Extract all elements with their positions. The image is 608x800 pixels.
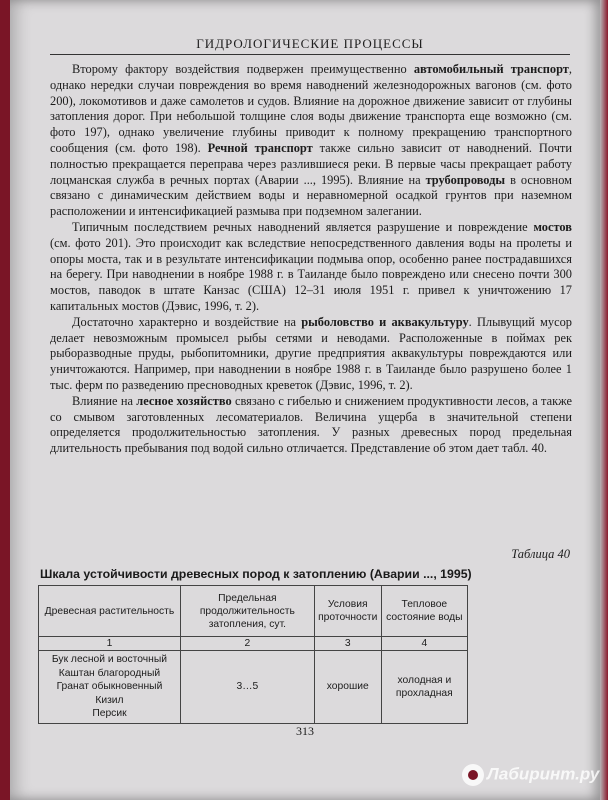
- term-pipelines: трубопроводы: [425, 172, 506, 187]
- book-page: [10, 0, 600, 800]
- term-automobile-transport: автомобильный транспорт: [413, 62, 569, 76]
- term-fishery: рыболовство и аквакультуру: [301, 314, 469, 329]
- header-thermal: Тепловое состояние воды: [381, 586, 467, 637]
- header-duration: Предельная продолжительность затопления, сут.: [180, 586, 314, 637]
- watermark: [462, 764, 599, 786]
- column-number: 3: [314, 637, 381, 651]
- table-number-row: [39, 637, 468, 651]
- table-header-row: [39, 586, 468, 637]
- species-name: Гранат обыкновенный: [56, 681, 163, 692]
- column-number: 4: [381, 637, 467, 651]
- text-span: Достаточно характерно и воздействие на: [72, 314, 302, 329]
- text-span: Типичным последствием речных наводнений является разрушение и повреждение: [72, 219, 534, 234]
- paragraph-forestry: [50, 394, 572, 457]
- text-span: связано с гибелью и снижением продуктивности лесов, а также со смывом заготовленных лесоматериалов. Величина ущерба в значительной степени определяется продолжительностью затопления. У разных древесных пород предельная длительность пребывания под водой сильно отличается. Представление об этом дает табл. 40.: [50, 393, 572, 456]
- text-span: (см. фото 201). Это происходит как вследствие непосредственного давления воды на пролеты и опоры моста, так и в результате интенсификации подмыва опор, особенно ранее пострадавшихся на берегу. При наводнении в ноябре 1988 г. в Таиланде было повреждено или снесено почти 300 мостов, паводок в штате Канзас (США) 12–31 июля 1951 г. привел к уничтожению 17 капитальных мостов (Дэвис, 1996, т. 2).: [50, 235, 572, 313]
- labirint-logo-icon: [462, 764, 484, 786]
- flood-tolerance-table: [38, 585, 468, 724]
- text-span: . Плывущий мусор делает невозможным промысел рыбы сетями и неводами. Расположенные в поймах рек рыборазводные пруды, рыбопитомники, другие предприятия аквакультуры повреждаются или уничтожаются. Например, при наводнении в ноябре 1988 г. в Таиланде было разрушено более 1 тыс. ферм по разведению пресноводных креветок (Дэвис, 1996, т. 2).: [50, 314, 572, 392]
- duration-cell: 3…5: [180, 651, 314, 724]
- term-forestry: лесное хозяйство: [136, 393, 232, 408]
- species-name: Кизил: [95, 694, 124, 706]
- term-bridges: мостов: [533, 219, 572, 234]
- species-cell: [39, 651, 181, 724]
- book-edge: [600, 0, 608, 800]
- paragraph-bridges: [50, 220, 572, 315]
- flow-cell: хорошие: [314, 651, 381, 724]
- page-number: 313: [296, 724, 314, 738]
- term-river-transport: Речной транспорт: [207, 140, 313, 155]
- thermal-cell: холодная и прохладная: [381, 651, 467, 724]
- table-label: Таблица 40: [511, 547, 570, 561]
- paragraph-fishery: [50, 315, 572, 394]
- column-number: 1: [39, 637, 181, 651]
- body-text: [50, 62, 572, 457]
- species-name: Бук лесной и восточный: [51, 654, 167, 665]
- header-vegetation: Древесная растительность: [39, 586, 181, 637]
- table-title: Шкала устойчивости древесных пород к затоплению (Аварии ..., 1995): [40, 567, 472, 581]
- text-span: также сильно зависит от наводнений. Почти полностью прекращается переправа через разлившиеся реки. В первые часы прекращает работу лоцманская служба в речных портах (Аварии ..., 1995). Влияние на: [50, 140, 572, 187]
- text-span: в основном связано с динамическим действием воды и неравномерной осадкой грунтов при наземном расположении и интенсификацией размыва при подземном залегании.: [50, 172, 572, 219]
- text-span: , однако нередки случаи повреждения во время наводнений железнодорожных вагонов (см. фото 200), локомотивов и даже самолетов и судов. Влияние на дорожное движение зависит от глубины затопления дорог. При небольшой толщине слоя воды движение транспорта еще возможно (см. фото 197), однако увеличение глубины приводит к полному прекращению транспортного сообщения (см. фото 198).: [50, 62, 572, 155]
- text-span: Второму фактору воздействия подвержен преимущественно: [72, 62, 414, 76]
- text-span: Влияние на: [72, 393, 137, 408]
- running-header: ГИДРОЛОГИЧЕСКИЕ ПРОЦЕССЫ: [50, 36, 570, 55]
- table-row: [39, 651, 468, 724]
- species-name: Каштан благородный: [58, 667, 161, 679]
- header-flow: Условия проточности: [314, 586, 381, 637]
- species-name: Персик: [92, 708, 127, 719]
- watermark-text: Лабиринт.ру: [487, 764, 600, 784]
- paragraph-transport: [50, 62, 572, 220]
- column-number: 2: [180, 637, 314, 651]
